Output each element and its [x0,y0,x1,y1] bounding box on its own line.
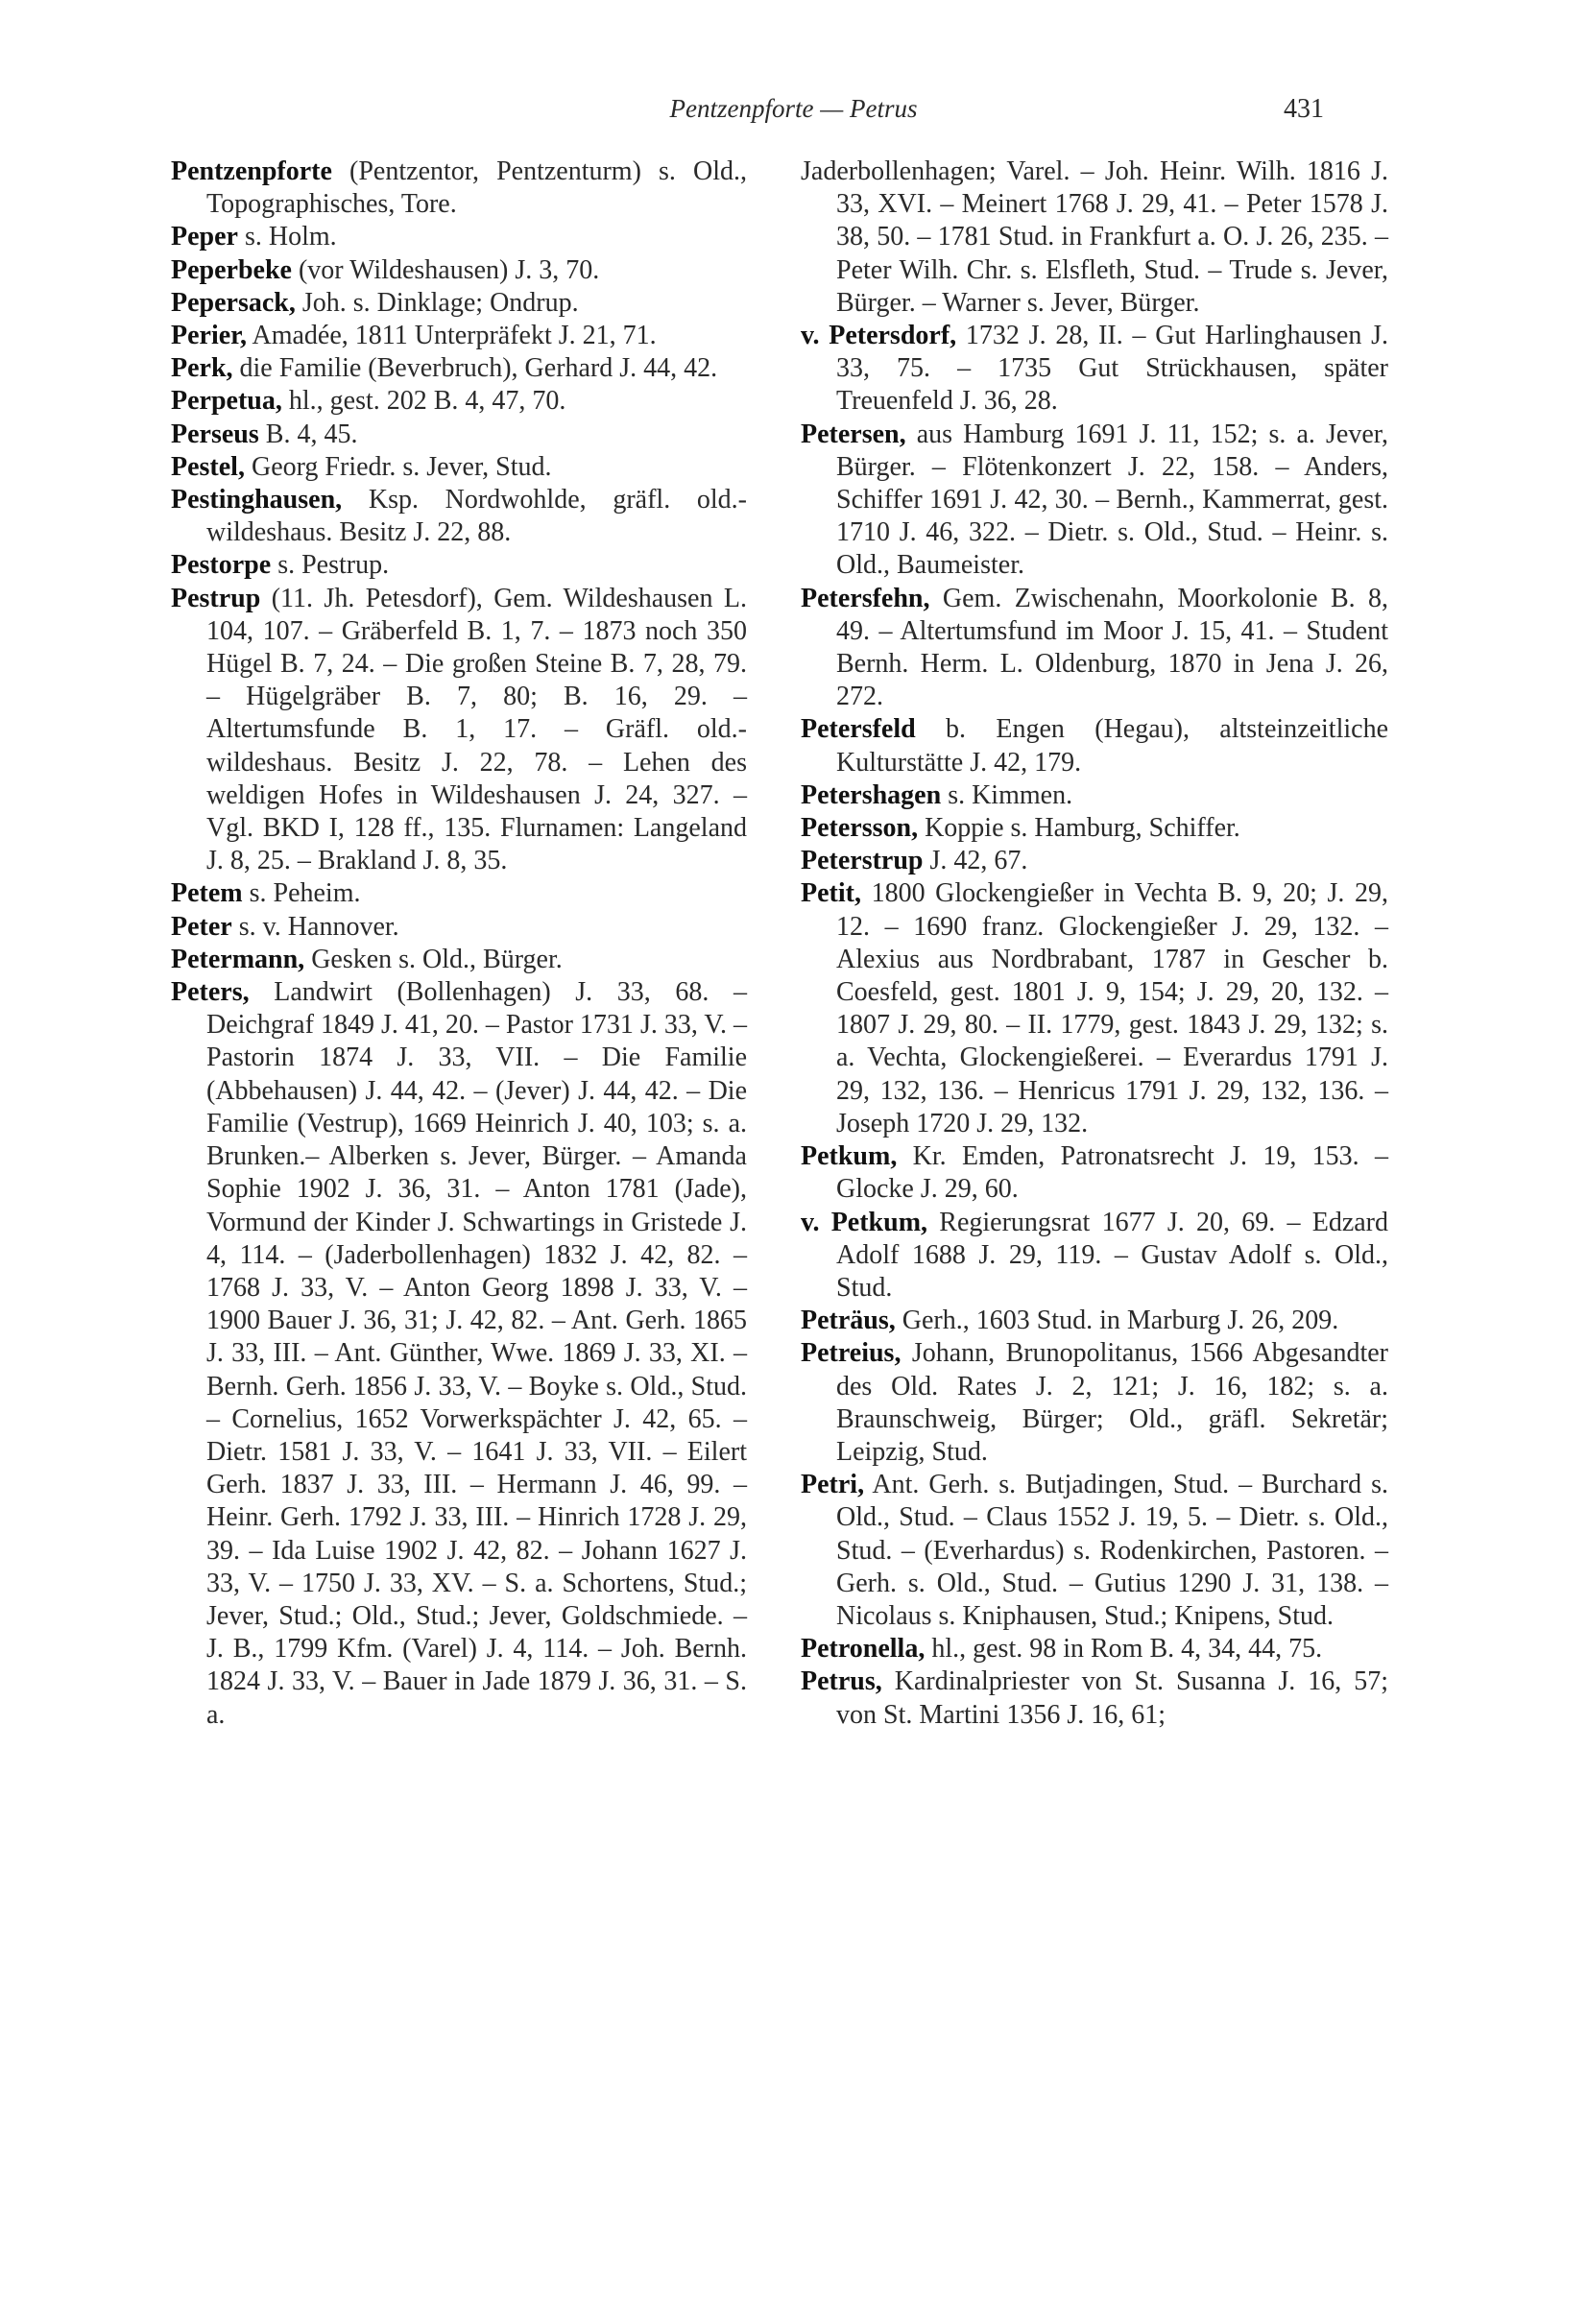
entry-text: Joh. s. Dinklage; Ondrup. [295,287,579,318]
index-entry [801,1305,1388,1337]
entry-headword: Pentzenpforte [171,156,332,186]
index-entry [171,451,747,484]
entry-headword: Petershagen [801,779,942,810]
entry-headword: Pestrup [171,583,261,613]
index-entry [801,812,1388,845]
entry-headword: Petersson, [801,813,919,844]
entry-text: die Familie (Beverbruch), Gerhard J. 44, 42. [232,353,718,384]
entry-headword: Pestinghausen, [171,485,343,515]
index-entry [801,877,1388,1140]
index-entry [171,254,747,287]
entry-text: s. Holm. [237,222,337,252]
entry-headword: Peter [171,911,232,942]
index-entry [171,352,747,385]
index-entry [171,549,747,582]
index-entry [801,1469,1388,1633]
entry-headword: Petermann, [171,944,305,974]
right-column [801,156,1388,1732]
entry-headword: Petersfehn, [801,583,930,613]
entry-headword: Peperbeke [171,254,292,285]
index-entry [171,976,747,1732]
index-entry [801,779,1388,812]
entry-text: 1732 J. 28, II. – Gut Harlinghausen J. 33, 75. – 1735 Gut Strückhausen, später Treuenfeld J. 36, 28. [836,321,1388,417]
index-entry [801,1665,1388,1731]
entry-headword: Petersfeld [801,714,916,745]
index-entry [171,221,747,253]
entry-headword: Petkum, [801,1141,898,1172]
index-entry [801,845,1388,877]
entry-text: Koppie s. Hamburg, Schiffer. [918,813,1240,844]
entry-headword: Petri, [801,1470,865,1500]
index-entry [171,484,747,549]
index-entry [801,1633,1388,1665]
entry-headword: Pepersack, [171,287,296,318]
entry-text: 1800 Glockengießer in Vechta B. 9, 20; J. 29, 12. – 1690 franz. Glockengießer J. 29, 132. – Alexius aus Nordbrabant, 1787 in Gescher b. Coesfeld, gest. 1801 J. 9, 154; J. 29, 20, 132. – 1807 J. 29, 80. – II. 1779, gest. 1843 J. 29, 132; s. a. Vechta, Glockengießerei. – Everardus 1791 J. 29, 132, 136. – Henricus 1791 J. 29, 132, 136. – Joseph 1720 J. 29, 132. [836,878,1388,1138]
entry-text: Landwirt (Bollenhagen) J. 33, 68. – Deichgraf 1849 J. 41, 20. – Pastor 1731 J. 33, V. – Pastorin 1874 J. 33, VII. – Die Familie (Abbehausen) J. 44, 42. – (Jever) J. 44, 42. – Die Familie (Vestrup), 1669 Heinrich J. 40, 103; s. a. Brunken.– Alberken s. Jever, Bürger. – Amanda Sophie 1902 J. 36, 31. – Anton 1781 (Jade), Vormund der Kinder J. Schwartings in Gristede J. 4, 114. – (Jaderbollenhagen) 1832 J. 42, 82. – 1768 J. 33, V. – Anton Georg 1898 J. 33, V. – 1900 Bauer J. 36, 31; J. 42, 82. – Ant. Gerh. 1865 J. 33, III. – Ant. Günther, Wwe. 1869 J. 33, XI. – Bernh. Gerh. 1856 J. 33, V. – Boyke s. Old., Stud. – Cornelius, 1652 Vorwerkspächter J. 42, 65. – Dietr. 1581 J. 33, V. – 1641 J. 33, VII. – Eilert Gerh. 1837 J. 33, III. – Hermann J. 46, 99. – Heinr. Gerh. 1792 J. 33, III. – Hinrich 1728 J. 29, 39. – Ida Luise 1902 J. 42, 82. – Johann 1627 J. 33, V. – 1750 J. 33, XV. – S. a. Schortens, Stud.; Jever, Stud.; Old., Stud.; Jever, Goldschmiede. – J. B., 1799 Kfm. (Varel) J. 4, 114. – Joh. Bernh. 1824 J. 33, V. – Bauer in Jade 1879 J. 36, 31. – S. a. [206,977,747,1730]
entry-text: Jaderbollenhagen; Varel. – Joh. Heinr. Wilh. 1816 J. 33, XVI. – Meinert 1768 J. 29, 41. – Peter 1578 J. 38, 50. – 1781 Stud. in Frankfurt a. O. J. 26, 235. – Peter Wilh. Chr. s. Elsfleth, Stud. – Trude s. Jever, Bürger. – Warner s. Jever, Bürger. [801,156,1388,318]
entry-text: (vor Wildeshausen) J. 3, 70. [291,254,600,285]
running-head [0,94,1587,132]
index-entry [171,287,747,320]
entry-headword: Peters, [171,977,250,1008]
entry-text: aus Hamburg 1691 J. 11, 152; s. a. Jever, Bürger. – Flötenkonzert J. 22, 158. – Anders, Schiffer 1691 J. 42, 30. – Bernh., Kammerrat, gest. 1710 J. 46, 322. – Dietr. s. Old., Stud. – Heinr. s. Old., Baumeister. [836,419,1388,581]
entry-headword: Pestel, [171,451,245,482]
entry-text: s. Peheim. [242,878,361,909]
index-entry [171,156,747,221]
entry-headword: Peträus, [801,1306,896,1336]
index-entry [171,944,747,976]
running-title: Pentzenpforte — Petrus [669,94,918,123]
entry-text: Gerh., 1603 Stud. in Marburg J. 26, 209. [895,1306,1339,1336]
entry-headword: Petem [171,878,243,909]
entry-headword: Petersen, [801,419,906,449]
entry-text: Regierungsrat 1677 J. 20, 69. – Edzard Adolf 1688 J. 29, 119. – Gustav Adolf s. Old., Stud. [836,1207,1388,1303]
entry-text: hl., gest. 202 B. 4, 47, 70. [281,386,566,417]
entry-text: hl., gest. 98 in Rom B. 4, 34, 44, 75. [925,1634,1323,1665]
index-entry [171,911,747,944]
entry-headword: Perseus [171,419,259,449]
entry-headword: v. Petkum, [801,1207,928,1237]
index-entry [171,419,747,451]
entry-headword: Perk, [171,353,233,384]
index-entry [801,320,1388,419]
index-entry [171,877,747,910]
entry-text: Gem. Zwischenahn, Moorkolonie B. 8, 49. – Altertumsfund im Moor J. 15, 41. – Student Bernh. Herm. L. Oldenburg, 1870 in Jena J. 26, 272. [836,583,1388,712]
index-entry [801,1140,1388,1206]
entry-headword: Peterstrup [801,846,924,876]
entry-headword: Pestorpe [171,550,272,581]
index-entry [171,583,747,878]
entry-headword: Perpetua, [171,386,282,417]
entry-text: B. 4, 45. [258,419,358,449]
entry-headword: Peper [171,222,238,252]
index-entry [171,320,747,352]
index-entry [801,583,1388,714]
index-entry [801,1207,1388,1306]
entry-text: Gesken s. Old., Bürger. [304,944,563,974]
left-column [171,156,747,1732]
entry-text: J. 42, 67. [923,846,1028,876]
entry-headword: Petit, [801,878,861,909]
entry-headword: Petrus, [801,1666,882,1697]
entry-text: Georg Friedr. s. Jever, Stud. [244,451,552,482]
entry-text: s. Pestrup. [271,550,390,581]
entry-text: Ant. Gerh. s. Butjadingen, Stud. – Burchard s. Old., Stud. – Claus 1552 J. 19, 5. – Dietr. s. Old., Stud. – (Everhardus) s. Rodenkirchen, Pastoren. – Gerh. s. Old., Stud. – Gutius 1290 J. 31, 138. – Nicolaus s. Kniphausen, Stud.; Knipens, Stud. [836,1470,1388,1631]
index-entry [801,713,1388,779]
entry-text: Kr. Emden, Patronatsrecht J. 19, 153. – Glocke J. 29, 60. [836,1141,1388,1205]
entry-text: Ksp. Nordwohlde, gräfl. old.-wildeshaus. Besitz J. 22, 88. [206,485,747,548]
page-number: 431 [1284,94,1324,124]
entry-text: (11. Jh. Petesdorf), Gem. Wildeshausen L. 104, 107. – Gräberfeld B. 1, 7. – 1873 noch 350 Hügel B. 7, 24. – Die großen Steine B. 7, 28, 79. – Hügelgräber B. 7, 80; B. 16, 29. – Altertumsfunde B. 1, 17. – Gräfl. old.-wildeshaus. Besitz J. 22, 78. – Lehen des weldigen Hofes in Wildeshausen J. 24, 327. – Vgl. BKD I, 128 ff., 135. Flurnamen: Langeland J. 8, 25. – Brakland J. 8, 35. [206,583,747,876]
index-entry [171,385,747,418]
entry-text: (Pentzentor, Pentzenturm) s. Old., Topographisches, Tore. [206,156,747,220]
entry-text: Amadée, 1811 Unterpräfekt J. 21, 71. [247,321,657,351]
entry-text: b. Engen (Hegau), altsteinzeitliche Kulturstätte J. 42, 179. [836,714,1388,778]
entry-headword: v. Petersdorf, [801,321,957,351]
entry-text: Kardinalpriester von St. Susanna J. 16, 57; von St. Martini 1356 J. 16, 61; [836,1666,1388,1730]
index-entry [801,1337,1388,1469]
index-entry [801,156,1388,320]
entry-headword: Petreius, [801,1338,902,1369]
entry-headword: Petronella, [801,1634,926,1665]
entry-headword: Perier, [171,321,248,351]
entry-text: s. Kimmen. [941,779,1073,810]
entry-text: s. v. Hannover. [231,911,399,942]
index-entry [801,419,1388,583]
entry-text: Johann, Brunopolitanus, 1566 Abgesandter des Old. Rates J. 2, 121; J. 16, 182; s. a. Braunschweig, Bürger; Old., gräfl. Sekretär; Leipzig, Stud. [836,1338,1388,1467]
